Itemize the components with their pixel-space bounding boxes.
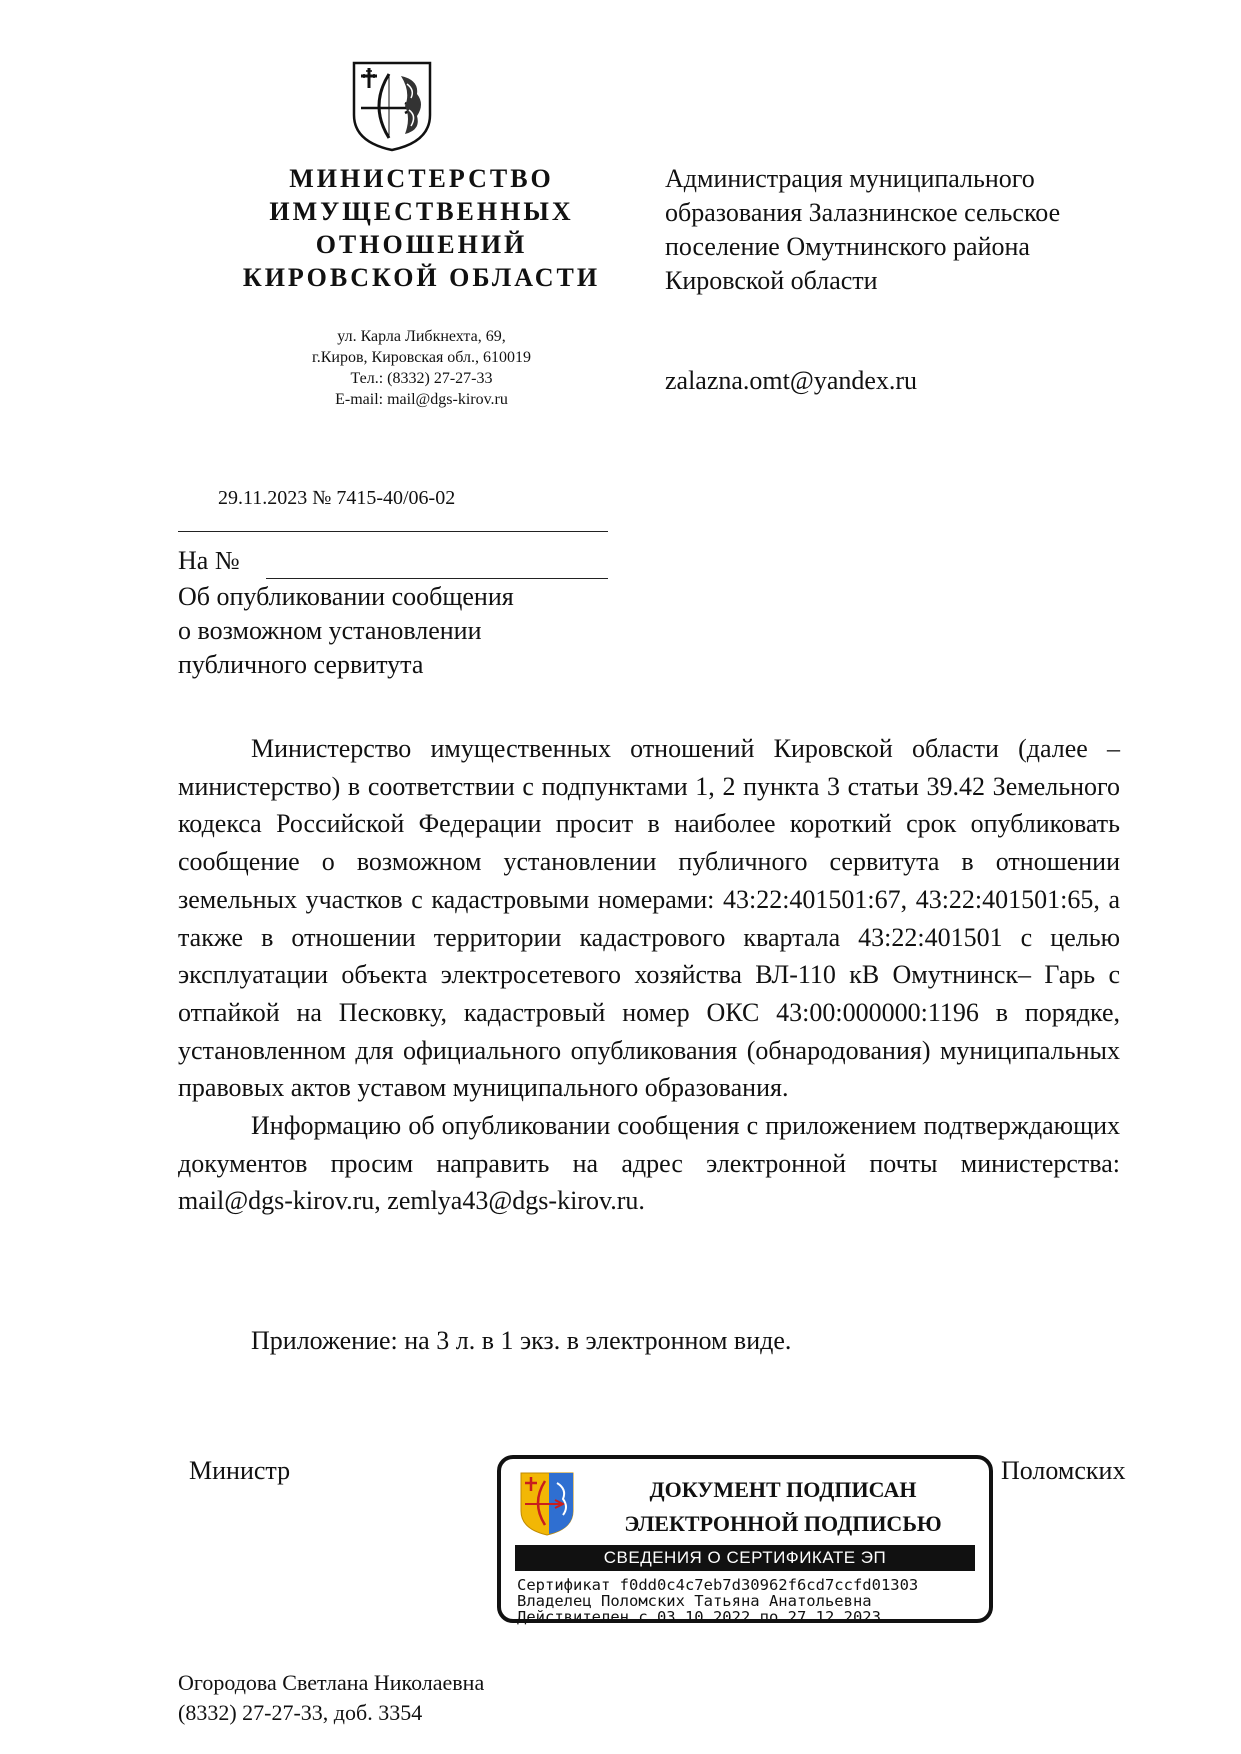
recipient-line: образования Залазнинское сельское [665,198,1061,227]
address-line: г.Киров, Кировская обл., 610019 [311,349,532,366]
ministry-title-line: МИНИСТЕРСТВО [289,164,554,193]
certificate-number: Сертификат f0dd0c4c7eb7d30962f6cd7ccfd01303 [517,1576,919,1594]
stamp-title-line: ЭЛЕКТРОННОЙ ПОДПИСЬЮ [624,1511,942,1536]
address-line: ул. Карла Либкнехта, 69, [337,328,506,345]
certificate-owner: Владелец Поломских Татьяна Анатольевна [517,1592,872,1610]
electronic-signature-stamp [497,1455,993,1626]
ministry-title-line: КИРОВСКОЙ ОБЛАСТИ [242,263,601,292]
registration-date-number: 29.11.2023 № 7415-40/06-02 [218,487,456,509]
recipient-email: zalazna.omt@yandex.ru [665,366,918,395]
signer-position: Министр [189,1456,291,1485]
registration-divider [178,531,608,532]
recipient-line: поселение Омутнинского района [665,232,1030,261]
stamp-title [593,1473,973,1541]
kirov-oblast-coat-of-arms-icon [519,1471,575,1537]
executor-name: Огородова Светлана Николаевна [178,1670,485,1695]
reference-number-blank [266,578,608,579]
recipient-line: Кировской области [665,266,878,295]
subject-line: о возможном установлении [178,616,482,645]
kirov-oblast-coat-of-arms-icon [351,60,433,152]
address-line: Тел.: (8332) 27-27-33 [350,370,493,387]
subject-line: Об опубликовании сообщения [178,582,514,611]
letter-subject [178,580,628,682]
stamp-certificate-details [517,1577,983,1625]
reference-number-label: На № [178,546,240,575]
letter-body [178,730,1120,1220]
recipient-block [665,162,1145,298]
stamp-title-line: ДОКУМЕНТ ПОДПИСАН [649,1477,917,1502]
ministry-address [200,326,643,410]
body-paragraph: Информацию об опубликовании сообщения с приложением подтверждающих документов просим направить на адрес электронной почты министерства: mail@dgs-kirov.ru, zemlya43@dgs-kirov.ru. [178,1111,1120,1216]
ministry-title [160,162,683,294]
stamp-certificate-header: СВЕДЕНИЯ О СЕРТИФИКАТЕ ЭП [515,1545,975,1571]
certificate-validity: Действителен с 03.10.2022 по 27.12.2023 [517,1608,881,1626]
attachment-note: Приложение: на 3 л. в 1 экз. в электронном виде. [251,1326,792,1355]
ministry-title-line: ИМУЩЕСТВЕННЫХ [269,197,574,226]
executor-info [178,1668,484,1728]
address-line: E-mail: mail@dgs-kirov.ru [335,391,508,408]
body-paragraph: Министерство имущественных отношений Кировской области (далее – министерство) в соответствии с подпунктами 1, 2 пункта 3 статьи 39.42 Земельного кодекса Российской Федерации просит в наиболее короткий срок опубликовать сообщение о возможном установлении публичного сервитута в отношении земельных участков с кадастровыми номерами: 43:22:401501:67, 43:22:401501:65, а также в отношении территории кадастрового квартала 43:22:401501 с целью эксплуатации объекта электросетевого хозяйства ВЛ-110 кВ Омутнинск– Гарь с отпайкой на Песковку, кадастровый номер ОКС 43:00:000000:1196 в порядке, установленном для официального опубликования (обнародования) муниципальных правовых актов уставом муниципального образования. [178,734,1120,1103]
subject-line: публичного сервитута [178,650,424,679]
signer-name: Поломских [1001,1456,1126,1485]
recipient-line: Администрация муниципального [665,164,1035,193]
ministry-title-line: ОТНОШЕНИЙ [315,230,528,259]
executor-phone: (8332) 27-27-33, доб. 3354 [178,1700,423,1725]
